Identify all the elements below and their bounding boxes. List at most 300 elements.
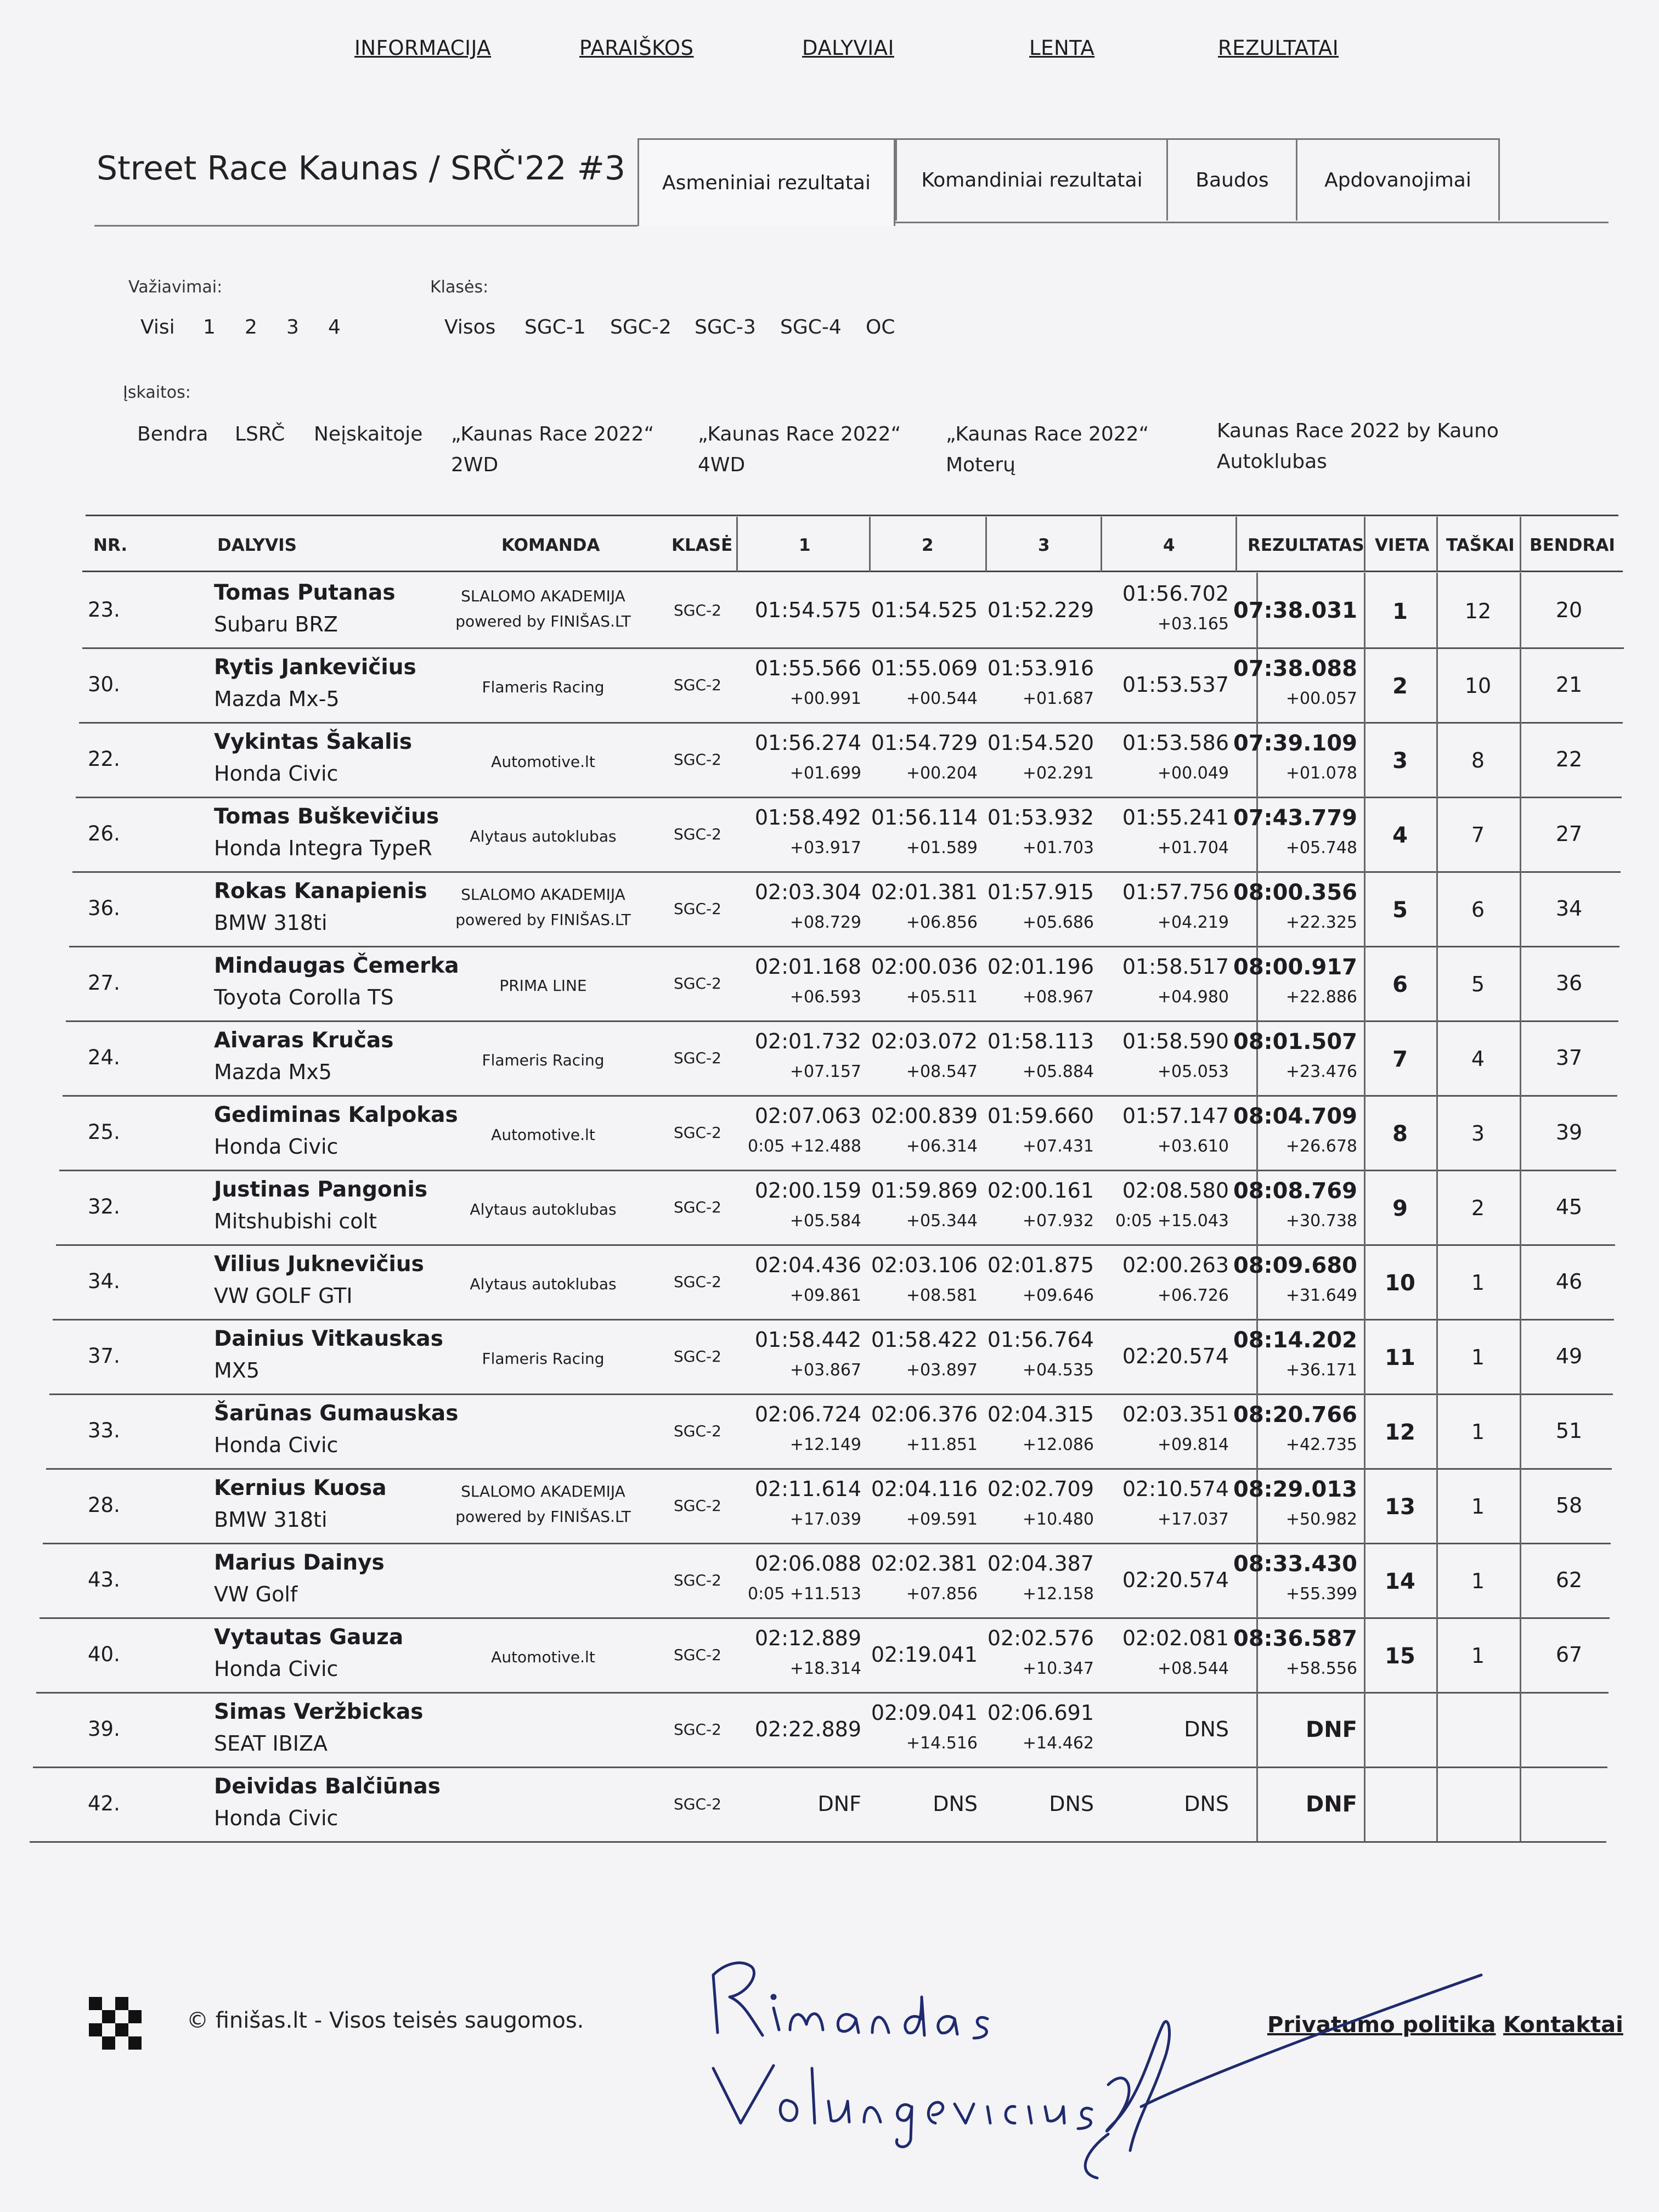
run-1-gap: +08.729 — [789, 913, 861, 932]
run-3-gap: +08.967 — [1022, 988, 1094, 1007]
points-value: 1 — [1471, 1644, 1485, 1668]
driver-name: Simas Veržbickas — [214, 1700, 424, 1724]
run-2-gap: +14.516 — [906, 1734, 978, 1753]
total-gap: +00.057 — [1285, 689, 1357, 708]
driver-car: Honda Civic — [214, 761, 338, 786]
class-filter-oc[interactable]: OC — [866, 316, 895, 338]
class-label: SGC-2 — [674, 900, 721, 918]
run-2-time: 02:00.839 — [871, 1104, 978, 1128]
place-value: 14 — [1385, 1569, 1415, 1594]
column-divider — [1520, 722, 1521, 797]
run-4-time: 01:55.241 — [1122, 805, 1229, 830]
tab-baudos[interactable]: Baudos — [1166, 138, 1298, 221]
run-2-time: 02:06.376 — [871, 1402, 978, 1426]
points-value: 1 — [1471, 1494, 1485, 1519]
row-divider — [69, 946, 1620, 947]
run-1-gap: +12.149 — [789, 1435, 861, 1454]
team-name: Flameris Racing — [482, 1350, 605, 1368]
column-divider — [1520, 1170, 1521, 1244]
class-label: SGC-2 — [674, 1720, 721, 1739]
class-label: SGC-2 — [674, 1049, 721, 1067]
column-divider — [1364, 1468, 1365, 1543]
column-divider — [1364, 1393, 1365, 1468]
run-3-gap: +04.535 — [1022, 1361, 1094, 1380]
run-filter-all[interactable]: Visi — [140, 316, 175, 338]
run-4-time: DNS — [1184, 1717, 1229, 1741]
nav-paraiskos[interactable]: PARAIŠKOS — [579, 36, 694, 60]
handwritten-signature — [691, 1942, 1514, 2189]
run-1-time: 02:01.168 — [754, 955, 861, 979]
run-1-gap: 0:05 +12.488 — [747, 1137, 861, 1156]
run-3-time: 02:01.875 — [987, 1253, 1094, 1277]
row-number: 33. — [88, 1419, 120, 1442]
driver-name: Vykintas Šakalis — [214, 730, 413, 754]
column-divider — [1364, 1617, 1365, 1692]
run-3-gap: +01.687 — [1022, 689, 1094, 708]
run-1-time: 02:01.732 — [754, 1029, 861, 1053]
points-value: 3 — [1471, 1121, 1485, 1146]
total-result: 08:08.769 — [1233, 1178, 1357, 1204]
contacts-link[interactable]: Kontaktai — [1503, 2012, 1623, 2038]
nav-informacija[interactable]: INFORMACIJA — [354, 36, 492, 60]
tab-asmeniniai[interactable]: Asmeniniai rezultatai — [637, 138, 895, 226]
points-value: 1 — [1471, 1420, 1485, 1444]
table-header-bottom-line — [82, 571, 1623, 572]
points-value: 1 — [1471, 1271, 1485, 1295]
run-2-time: 02:03.072 — [871, 1029, 978, 1053]
run-3-gap: +12.086 — [1022, 1435, 1094, 1454]
header-run-2: 2 — [922, 535, 934, 555]
header-col-divider — [985, 517, 987, 572]
points-value: 1 — [1471, 1569, 1485, 1593]
run-1-gap: +03.917 — [789, 838, 861, 857]
column-divider — [1364, 647, 1365, 722]
run-4-time: 02:00.263 — [1122, 1253, 1229, 1277]
row-number: 37. — [88, 1344, 120, 1368]
nav-lenta[interactable]: LENTA — [1029, 36, 1095, 60]
total-gap: +42.735 — [1285, 1435, 1357, 1454]
header-komanda: KOMANDA — [501, 535, 600, 555]
column-divider — [1364, 1170, 1365, 1244]
run-3-gap: +07.431 — [1022, 1137, 1094, 1156]
class-filter-sgc4[interactable]: SGC-4 — [780, 316, 842, 338]
column-divider — [1364, 871, 1365, 946]
run-2-time: 02:02.381 — [871, 1551, 978, 1576]
run-4-time: 01:53.586 — [1122, 731, 1229, 755]
header-taskai: TAŠKAI — [1446, 535, 1515, 555]
driver-car: VW Golf — [214, 1582, 298, 1606]
column-divider — [1520, 647, 1521, 722]
run-2-gap: +07.856 — [906, 1584, 978, 1604]
run-2-time: 02:19.041 — [871, 1643, 978, 1667]
class-filter-sgc1[interactable]: SGC-1 — [524, 316, 586, 338]
row-number: 30. — [88, 673, 120, 696]
row-divider — [46, 1468, 1612, 1470]
column-divider — [1364, 1319, 1365, 1393]
total-points-value: 49 — [1555, 1344, 1583, 1368]
run-3-gap: +02.291 — [1022, 764, 1094, 783]
run-1-time: 02:11.614 — [754, 1477, 861, 1501]
run-3-time: 01:57.915 — [987, 880, 1094, 904]
points-value: 12 — [1464, 599, 1492, 623]
place-value: 4 — [1392, 823, 1408, 848]
run-4-gap: +01.704 — [1157, 838, 1229, 857]
run-4-time: 02:20.574 — [1122, 1568, 1229, 1592]
total-result: 07:39.109 — [1233, 731, 1357, 756]
run-1-gap: +17.039 — [789, 1510, 861, 1529]
run-1-time: 02:03.304 — [754, 880, 861, 904]
row-number: 34. — [88, 1269, 120, 1293]
row-divider — [30, 1841, 1606, 1843]
run-2-time: 02:09.041 — [871, 1701, 978, 1725]
run-4-gap: +08.544 — [1157, 1659, 1229, 1678]
run-4-time: 01:58.517 — [1122, 955, 1229, 979]
header-col-divider — [736, 517, 738, 572]
standing-kr-autoklubas[interactable]: Kaunas Race 2022 by Kauno Autoklubas — [1217, 420, 1499, 473]
class-label: SGC-2 — [674, 1646, 721, 1664]
run-4-gap: +05.053 — [1157, 1062, 1229, 1081]
total-points-value: 20 — [1555, 598, 1583, 622]
run-1-gap: +09.861 — [789, 1286, 861, 1305]
run-1-gap: +06.593 — [789, 988, 861, 1007]
row-divider — [76, 797, 1622, 798]
driver-name: Deividas Balčiūnas — [214, 1774, 441, 1799]
total-result: 08:20.766 — [1233, 1402, 1357, 1427]
run-3-gap: +14.462 — [1022, 1734, 1094, 1753]
run-1-time: 02:06.724 — [754, 1402, 861, 1426]
points-value: 4 — [1471, 1047, 1485, 1071]
class-label: SGC-2 — [674, 601, 721, 619]
column-divider — [1520, 946, 1521, 1020]
driver-car: Honda Civic — [214, 1657, 338, 1681]
row-divider — [49, 1393, 1613, 1395]
run-1-gap: +03.867 — [789, 1361, 861, 1380]
row-number: 32. — [88, 1195, 120, 1218]
total-gap: +58.556 — [1285, 1659, 1357, 1678]
table-header-top-line — [86, 515, 1618, 516]
row-number: 26. — [88, 822, 120, 845]
place-value: 8 — [1392, 1121, 1408, 1147]
total-points-value: 39 — [1555, 1120, 1583, 1144]
run-filter-2[interactable]: 2 — [245, 316, 257, 338]
driver-name: Vytautas Gauza — [214, 1625, 404, 1650]
place-value: 2 — [1392, 674, 1408, 699]
run-4-time: 01:56.702 — [1122, 582, 1229, 606]
total-result: 08:36.587 — [1233, 1626, 1357, 1651]
run-3-gap: +05.686 — [1022, 913, 1094, 932]
copyright-text: © finišas.lt - Visos teisės saugomos. — [187, 2008, 584, 2033]
run-filter-1[interactable]: 1 — [203, 316, 216, 338]
total-points-value: 67 — [1555, 1643, 1583, 1667]
run-2-gap: +08.581 — [906, 1286, 978, 1305]
driver-car: Subaru BRZ — [214, 612, 338, 636]
driver-name: Rokas Kanapienis — [214, 879, 427, 904]
run-3-time: 02:02.709 — [987, 1477, 1094, 1501]
header-col-divider — [1436, 517, 1438, 572]
run-2-time: 01:59.869 — [871, 1178, 978, 1203]
total-points-value: 27 — [1555, 822, 1583, 846]
run-4-gap: +03.610 — [1157, 1137, 1229, 1156]
total-points-value: 58 — [1555, 1493, 1583, 1517]
standing-kr-moteru[interactable]: „Kaunas Race 2022“ Moterų — [946, 423, 1149, 476]
iskaitos-label: Įskaitos: — [123, 383, 191, 402]
run-3-time: 02:06.691 — [987, 1701, 1094, 1725]
row-divider — [40, 1617, 1610, 1619]
driver-car: Honda Civic — [214, 1135, 338, 1159]
points-value: 7 — [1471, 823, 1485, 847]
total-points-value: 45 — [1555, 1195, 1583, 1219]
total-gap: +26.678 — [1285, 1137, 1357, 1156]
driver-car: Mitshubishi colt — [214, 1209, 377, 1233]
nav-rezultatai[interactable]: REZULTATAI — [1218, 36, 1339, 60]
total-result: 07:38.031 — [1233, 598, 1357, 623]
run-2-time: 02:00.036 — [871, 955, 978, 979]
class-filter-sgc2[interactable]: SGC-2 — [610, 316, 672, 338]
total-gap: +05.748 — [1285, 838, 1357, 857]
total-points-value: 36 — [1555, 971, 1583, 995]
column-divider — [1436, 1319, 1438, 1393]
total-points-value: 46 — [1555, 1269, 1583, 1294]
total-points-value: 22 — [1555, 747, 1583, 771]
row-divider — [33, 1767, 1607, 1768]
run-4-gap: +04.219 — [1157, 913, 1229, 932]
column-divider — [1436, 1543, 1438, 1617]
run-3-gap: +05.884 — [1022, 1062, 1094, 1081]
column-divider — [1364, 1095, 1365, 1170]
run-2-time: 01:58.422 — [871, 1328, 978, 1352]
run-3-time: 02:04.387 — [987, 1551, 1094, 1576]
header-col-divider — [1520, 517, 1521, 572]
class-label: SGC-2 — [674, 825, 721, 843]
run-1-time: 02:06.088 — [754, 1551, 861, 1576]
row-divider — [56, 1244, 1615, 1246]
column-divider — [1436, 871, 1438, 946]
total-result: 08:01.507 — [1233, 1029, 1357, 1054]
run-3-time: 02:00.161 — [987, 1178, 1094, 1203]
run-2-gap: +08.547 — [906, 1062, 978, 1081]
class-label: SGC-2 — [674, 1422, 721, 1440]
column-divider — [1436, 722, 1438, 797]
standing-lsrc[interactable]: LSRČ — [235, 423, 285, 445]
points-value: 2 — [1471, 1196, 1485, 1220]
column-divider — [1436, 1767, 1438, 1841]
run-4-gap: +06.726 — [1157, 1286, 1229, 1305]
run-3-gap: +07.932 — [1022, 1211, 1094, 1231]
total-gap: +22.886 — [1285, 988, 1357, 1007]
run-3-time: 01:54.520 — [987, 731, 1094, 755]
driver-name: Šarūnas Gumauskas — [214, 1401, 459, 1426]
klases-label: Klasės: — [430, 278, 489, 297]
standing-kr-4wd[interactable]: „Kaunas Race 2022“ 4WD — [698, 423, 901, 476]
column-divider — [1520, 1692, 1521, 1767]
total-points-value: 34 — [1555, 896, 1583, 921]
column-divider — [1256, 1692, 1258, 1767]
run-2-time: 02:03.106 — [871, 1253, 978, 1277]
team-name: Automotive.lt — [491, 1648, 595, 1666]
class-filter-all[interactable]: Visos — [444, 316, 496, 338]
driver-car: BMW 318ti — [214, 1508, 328, 1532]
run-1-time: 01:58.492 — [754, 805, 861, 830]
run-3-time: 01:53.916 — [987, 656, 1094, 680]
team-name: Flameris Racing — [482, 1051, 605, 1069]
column-divider — [1520, 1244, 1521, 1319]
total-gap: +36.171 — [1285, 1361, 1357, 1380]
total-gap: +22.325 — [1285, 913, 1357, 932]
total-result: 08:14.202 — [1233, 1328, 1357, 1353]
checkered-flag-icon — [89, 1997, 142, 2050]
driver-car: Toyota Corolla TS — [214, 985, 394, 1009]
place-value: 11 — [1385, 1345, 1415, 1370]
run-2-time: 02:04.116 — [871, 1477, 978, 1501]
column-divider — [1520, 1543, 1521, 1617]
class-label: SGC-2 — [674, 1571, 721, 1589]
points-value: 6 — [1471, 898, 1485, 922]
total-gap: +31.649 — [1285, 1286, 1357, 1305]
run-4-time: 02:20.574 — [1122, 1344, 1229, 1368]
run-1-time: 02:04.436 — [754, 1253, 861, 1277]
title-divider — [94, 225, 637, 227]
place-value: 12 — [1385, 1420, 1415, 1445]
column-divider — [1364, 722, 1365, 797]
run-3-gap: +09.646 — [1022, 1286, 1094, 1305]
run-4-time: 01:57.147 — [1122, 1104, 1229, 1128]
column-divider — [1364, 1244, 1365, 1319]
driver-name: Kernius Kuosa — [214, 1476, 387, 1500]
driver-name: Gediminas Kalpokas — [214, 1103, 458, 1127]
team-name: Alytaus autoklubas — [470, 827, 617, 845]
column-divider — [1436, 647, 1438, 722]
row-number: 27. — [88, 971, 120, 995]
place-value: 3 — [1392, 748, 1408, 774]
row-divider — [59, 1170, 1616, 1171]
column-divider — [1520, 797, 1521, 871]
row-number: 36. — [88, 896, 120, 920]
run-1-time: 01:58.442 — [754, 1328, 861, 1352]
nav-dalyviai[interactable]: DALYVIAI — [802, 36, 894, 60]
driver-car: Honda Integra TypeR — [214, 836, 432, 860]
column-divider — [1520, 1020, 1521, 1095]
total-points-value: 51 — [1555, 1419, 1583, 1443]
total-gap: +23.476 — [1285, 1062, 1357, 1081]
run-1-time: 02:07.063 — [754, 1104, 861, 1128]
tabs-divider — [895, 222, 1609, 223]
column-divider — [1364, 1020, 1365, 1095]
run-filter-4[interactable]: 4 — [328, 316, 341, 338]
driver-car: Honda Civic — [214, 1433, 338, 1457]
run-4-time: 02:10.574 — [1122, 1477, 1229, 1501]
standing-neiskaitoje[interactable]: Neįskaitoje — [314, 423, 423, 445]
run-filter-3[interactable]: 3 — [286, 316, 299, 338]
row-number: 43. — [88, 1568, 120, 1592]
team-name: Flameris Racing — [482, 678, 605, 696]
run-1-time: 01:55.566 — [754, 656, 861, 680]
team-name: SLALOMO AKADEMIJA powered by FINIŠAS.LT — [455, 587, 631, 630]
class-filter-sgc3[interactable]: SGC-3 — [695, 316, 756, 338]
run-2-gap: +06.856 — [906, 913, 978, 932]
driver-name: Mindaugas Čemerka — [214, 953, 459, 978]
total-result: 08:33.430 — [1233, 1551, 1357, 1577]
total-points-value: 21 — [1555, 673, 1583, 697]
total-gap: +30.738 — [1285, 1211, 1357, 1231]
run-3-time: 02:02.576 — [987, 1626, 1094, 1650]
run-1-gap: 0:05 +11.513 — [747, 1584, 861, 1604]
tab-apdovanojimai[interactable]: Apdovanojimai — [1296, 138, 1500, 221]
driver-name: Vilius Juknevičius — [214, 1252, 424, 1277]
column-divider — [1364, 573, 1365, 647]
driver-car: Honda Civic — [214, 1806, 338, 1830]
run-2-gap: +00.544 — [906, 689, 978, 708]
header-run-4: 4 — [1163, 535, 1175, 555]
team-name: PRIMA LINE — [499, 977, 587, 995]
total-result: 07:43.779 — [1233, 805, 1357, 831]
tab-komandiniai[interactable]: Komandiniai rezultatai — [895, 138, 1169, 221]
row-divider — [66, 1020, 1618, 1022]
standing-bendra[interactable]: Bendra — [137, 423, 208, 445]
header-rezultatas: REZULTATAS — [1248, 535, 1364, 555]
column-divider — [1520, 1468, 1521, 1543]
run-3-gap: +12.158 — [1022, 1584, 1094, 1604]
total-result: 07:38.088 — [1233, 656, 1357, 681]
row-divider — [82, 647, 1624, 649]
driver-car: MX5 — [214, 1358, 259, 1383]
driver-car: VW GOLF GTI — [214, 1284, 353, 1308]
run-3-time: 02:04.315 — [987, 1402, 1094, 1426]
total-result: 08:09.680 — [1233, 1253, 1357, 1278]
column-divider — [1436, 946, 1438, 1020]
standing-kr-2wd[interactable]: „Kaunas Race 2022“ 2WD — [451, 423, 654, 476]
run-4-time: 01:53.537 — [1122, 673, 1229, 697]
run-4-gap: 0:05 +15.043 — [1115, 1211, 1229, 1231]
run-1-time: 01:54.575 — [754, 598, 861, 622]
run-3-gap: +01.703 — [1022, 838, 1094, 857]
row-divider — [72, 871, 1621, 873]
driver-car: BMW 318ti — [214, 911, 328, 935]
run-2-time: 01:54.525 — [871, 598, 978, 622]
run-4-gap: +17.037 — [1157, 1510, 1229, 1529]
column-divider — [1436, 1244, 1438, 1319]
run-3-time: 01:52.229 — [987, 598, 1094, 622]
column-divider — [1520, 573, 1521, 647]
column-divider — [1436, 797, 1438, 871]
header-dalyvis: DALYVIS — [217, 535, 297, 555]
total-result: 08:00.917 — [1233, 955, 1357, 980]
team-name: Alytaus autoklubas — [470, 1275, 617, 1293]
column-divider — [1436, 1692, 1438, 1767]
run-1-gap: +05.584 — [789, 1211, 861, 1231]
total-result: 08:00.356 — [1233, 880, 1357, 905]
privacy-policy-link[interactable]: Privatumo politika — [1267, 2012, 1496, 2038]
row-divider — [53, 1319, 1614, 1321]
class-label: SGC-2 — [674, 1198, 721, 1216]
class-label: SGC-2 — [674, 751, 721, 769]
run-2-time: 01:56.114 — [871, 805, 978, 830]
team-name: SLALOMO AKADEMIJA powered by FINIŠAS.LT — [455, 1482, 631, 1526]
header-bendrai: BENDRAI — [1530, 535, 1615, 555]
column-divider — [1364, 1543, 1365, 1617]
row-number: 22. — [88, 747, 120, 771]
column-divider — [1364, 797, 1365, 871]
driver-car: SEAT IBIZA — [214, 1731, 328, 1756]
run-1-time: 01:56.274 — [754, 731, 861, 755]
run-3-time: 01:59.660 — [987, 1104, 1094, 1128]
run-3-time: 01:56.764 — [987, 1328, 1094, 1352]
driver-name: Rytis Jankevičius — [214, 655, 416, 680]
run-4-time: 02:08.580 — [1122, 1178, 1229, 1203]
run-4-gap: +04.980 — [1157, 988, 1229, 1007]
row-divider — [43, 1543, 1611, 1544]
column-divider — [1364, 1692, 1365, 1767]
row-number: 24. — [88, 1046, 120, 1069]
